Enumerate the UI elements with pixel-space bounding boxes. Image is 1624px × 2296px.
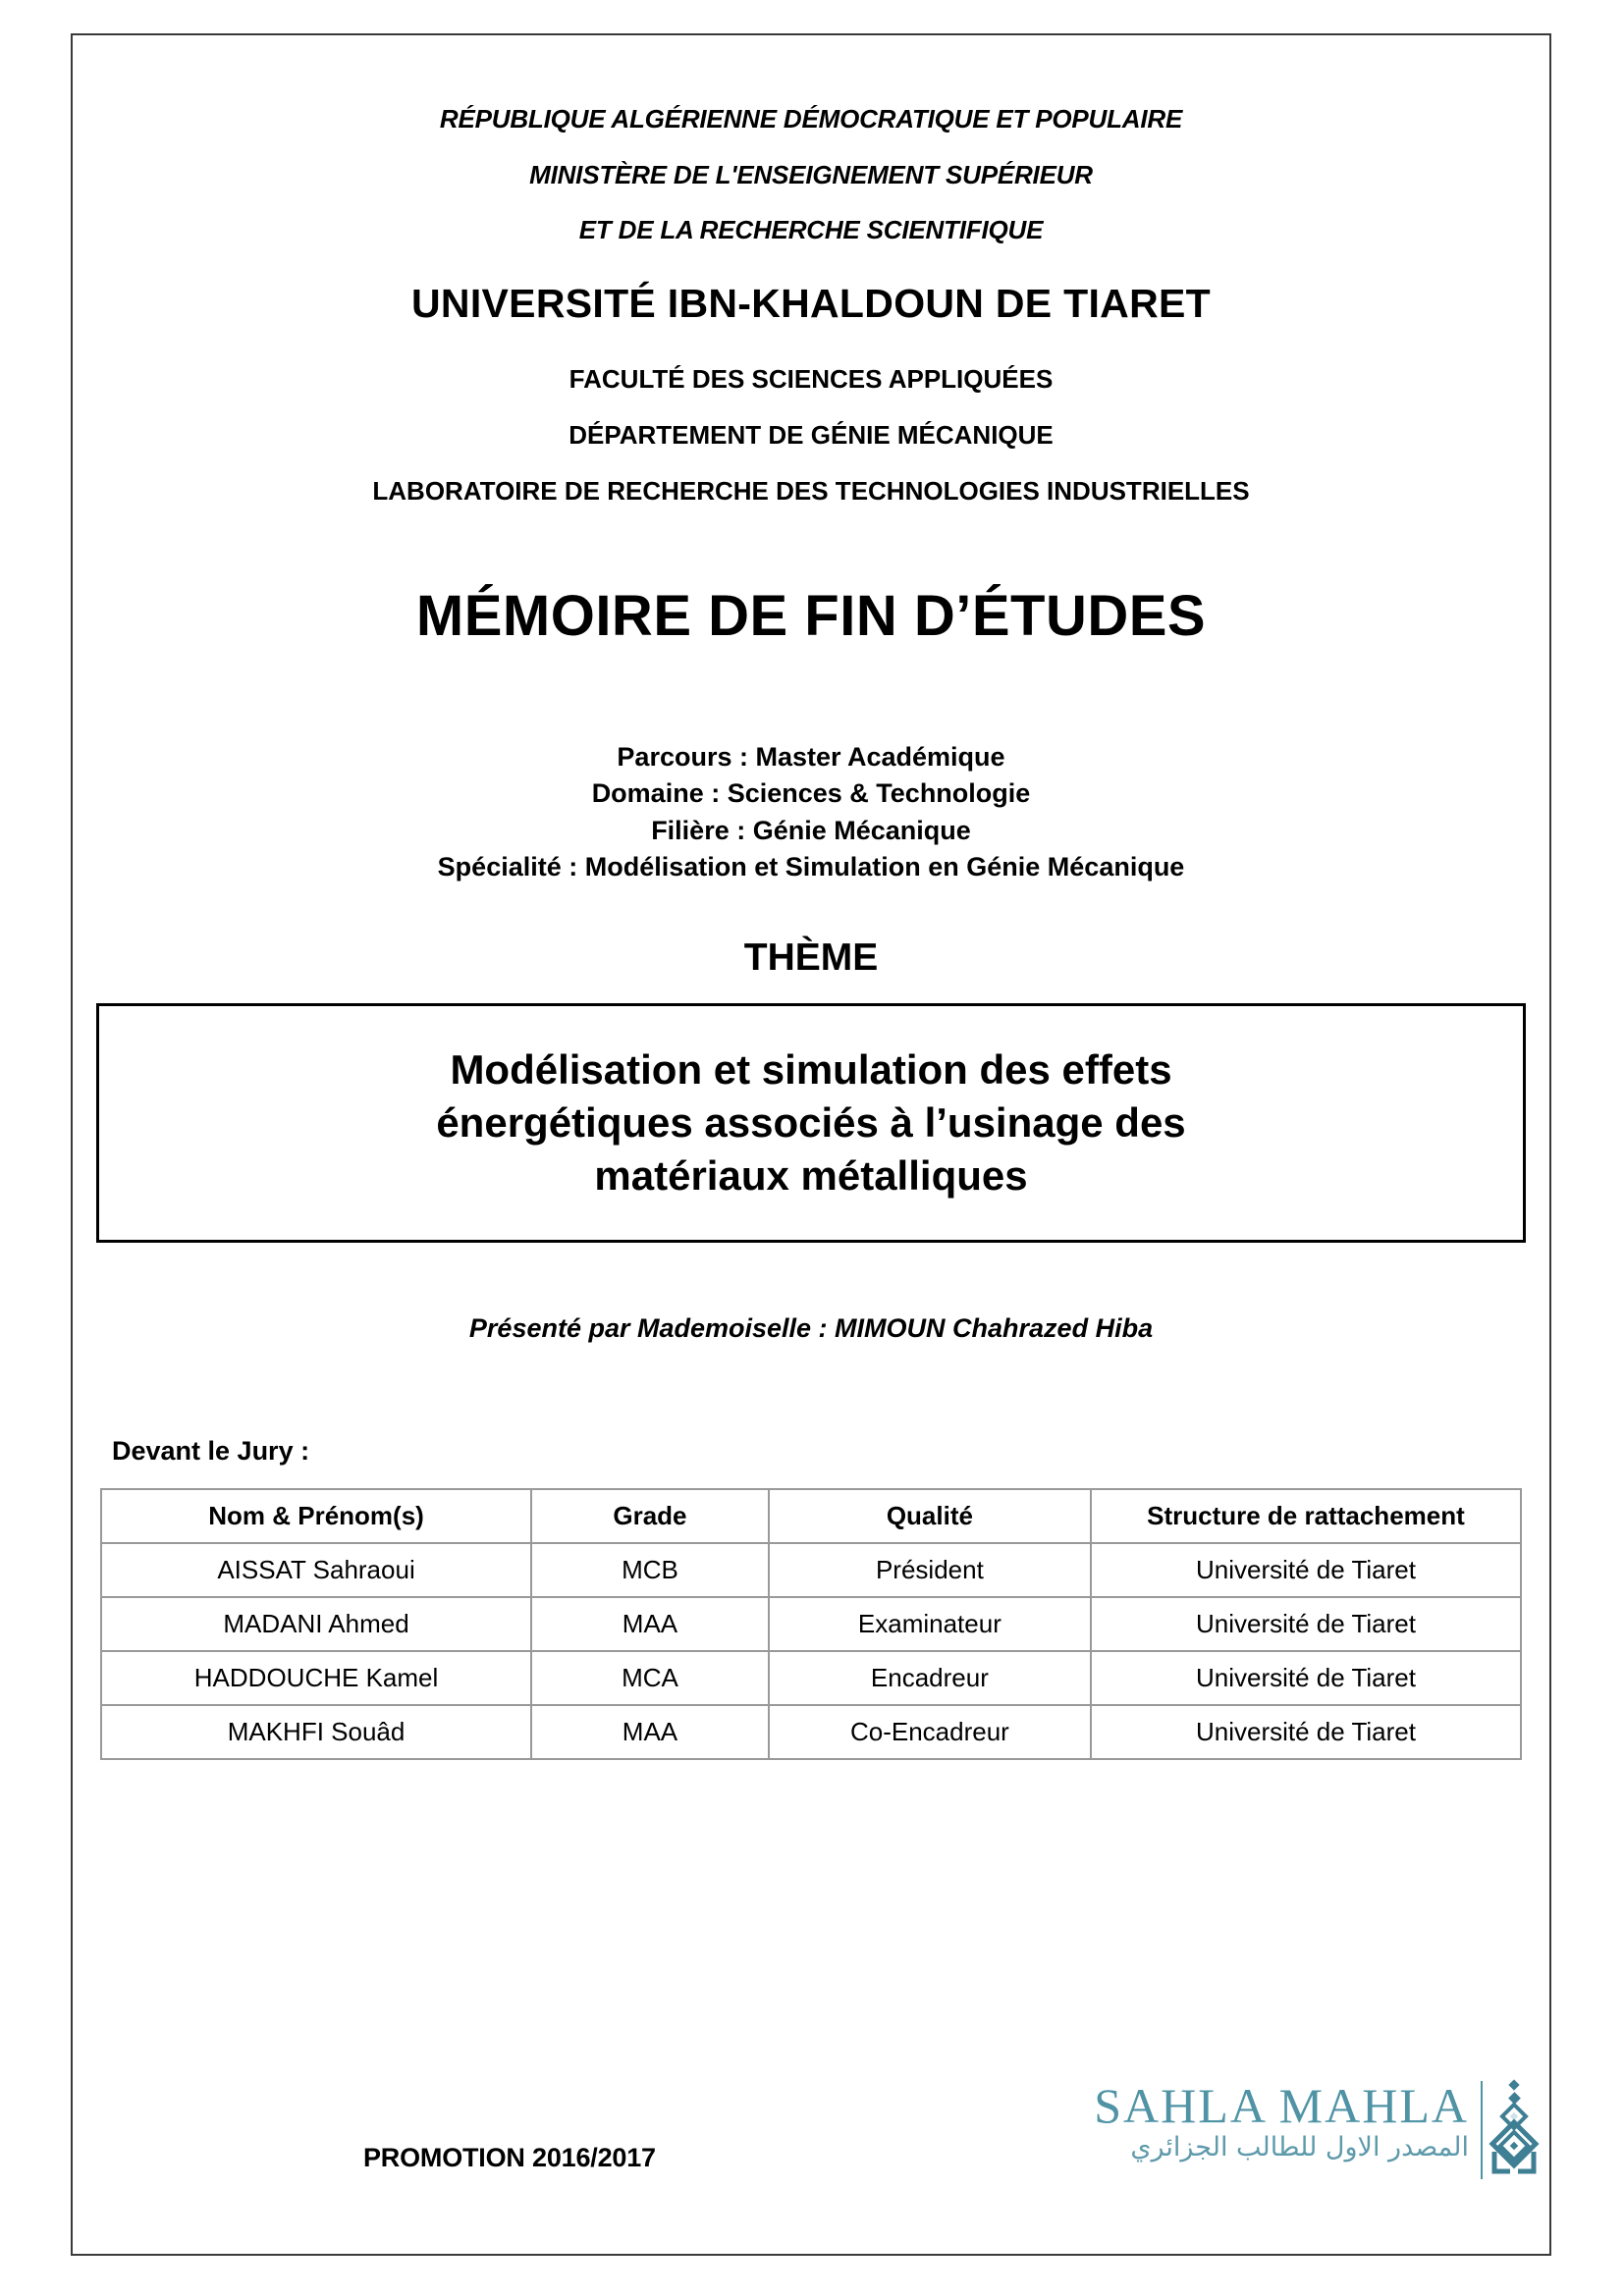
header-line-republic: RÉPUBLIQUE ALGÉRIENNE DÉMOCRATIQUE ET POPULAIRE — [439, 104, 1183, 133]
table-row — [101, 1651, 1521, 1705]
watermark-divider — [1481, 2081, 1483, 2179]
berber-emblem-icon — [1487, 2079, 1542, 2181]
department-name: DÉPARTEMENT DE GÉNIE MÉCANIQUE — [568, 420, 1054, 450]
table-row — [101, 1543, 1521, 1597]
document-main-title: MÉMOIRE DE FIN D’ÉTUDES — [415, 584, 1207, 648]
cell-grade: MCB — [531, 1543, 769, 1597]
cell-qualite: Encadreur — [769, 1651, 1091, 1705]
cell-nom: MADANI Ahmed — [101, 1597, 531, 1651]
cell-grade: MAA — [531, 1597, 769, 1651]
column-header-grade: Grade — [531, 1489, 769, 1543]
watermark-brand: SAHLA MAHLA — [1094, 2078, 1469, 2133]
watermark-tagline: المصدر الاول للطالب الجزائري — [1130, 2132, 1469, 2163]
cell-nom: AISSAT Sahraoui — [101, 1543, 531, 1597]
column-header-nom: Nom & Prénom(s) — [101, 1489, 531, 1543]
theme-title — [389, 1043, 1232, 1201]
cell-structure: Université de Tiaret — [1091, 1597, 1521, 1651]
page-footer — [71, 2078, 1551, 2199]
jury-label: Devant le Jury : — [112, 1436, 310, 1466]
cell-grade: MAA — [531, 1705, 769, 1759]
cell-qualite: Président — [769, 1543, 1091, 1597]
program-filiere: Filière : Génie Mécanique — [651, 815, 971, 845]
cell-structure: Université de Tiaret — [1091, 1705, 1521, 1759]
cell-grade: MCA — [531, 1651, 769, 1705]
document-page — [71, 33, 1551, 2256]
cell-nom: MAKHFI Souâd — [101, 1705, 531, 1759]
table-row — [101, 1705, 1521, 1759]
table-row — [101, 1597, 1521, 1651]
program-domaine: Domaine : Sciences & Technologie — [591, 778, 1031, 809]
cell-structure: Université de Tiaret — [1091, 1651, 1521, 1705]
program-parcours: Parcours : Master Académique — [617, 742, 1005, 772]
theme-box — [96, 1003, 1526, 1243]
table-header-row — [101, 1489, 1521, 1543]
cell-structure: Université de Tiaret — [1091, 1543, 1521, 1597]
header-line-research: ET DE LA RECHERCHE SCIENTIFIQUE — [578, 215, 1044, 244]
header-line-ministry: MINISTÈRE DE L'ENSEIGNEMENT SUPÉRIEUR — [529, 160, 1093, 189]
program-block — [71, 739, 1551, 885]
column-header-structure: Structure de rattachement — [1091, 1489, 1521, 1543]
presented-by: Présenté par Mademoiselle : MIMOUN Chahrazed Hiba — [468, 1313, 1154, 1343]
cell-qualite: Examinateur — [769, 1597, 1091, 1651]
theme-title-line-1: Modélisation et simulation des effets — [450, 1046, 1172, 1094]
program-specialite: Spécialité : Modélisation et Simulation en Génie Mécanique — [437, 851, 1185, 881]
university-name: UNIVERSITÉ IBN-KHALDOUN DE TIARET — [411, 281, 1211, 326]
laboratory-name: LABORATOIRE DE RECHERCHE DES TECHNOLOGIES INDUSTRIELLES — [372, 476, 1250, 506]
theme-title-line-2: énergétiques associés à l’usinage des — [436, 1099, 1186, 1147]
theme-title-line-3: matériaux métalliques — [594, 1151, 1028, 1199]
cell-qualite: Co-Encadreur — [769, 1705, 1091, 1759]
promotion-label: PROMOTION 2016/2017 — [363, 2143, 656, 2172]
sahla-mahla-watermark — [1094, 2075, 1543, 2191]
theme-heading: THÈME — [743, 936, 879, 979]
faculty-name: FACULTÉ DES SCIENCES APPLIQUÉES — [568, 364, 1054, 394]
jury-table — [100, 1488, 1522, 1760]
cell-nom: HADDOUCHE Kamel — [101, 1651, 531, 1705]
column-header-qualite: Qualité — [769, 1489, 1091, 1543]
